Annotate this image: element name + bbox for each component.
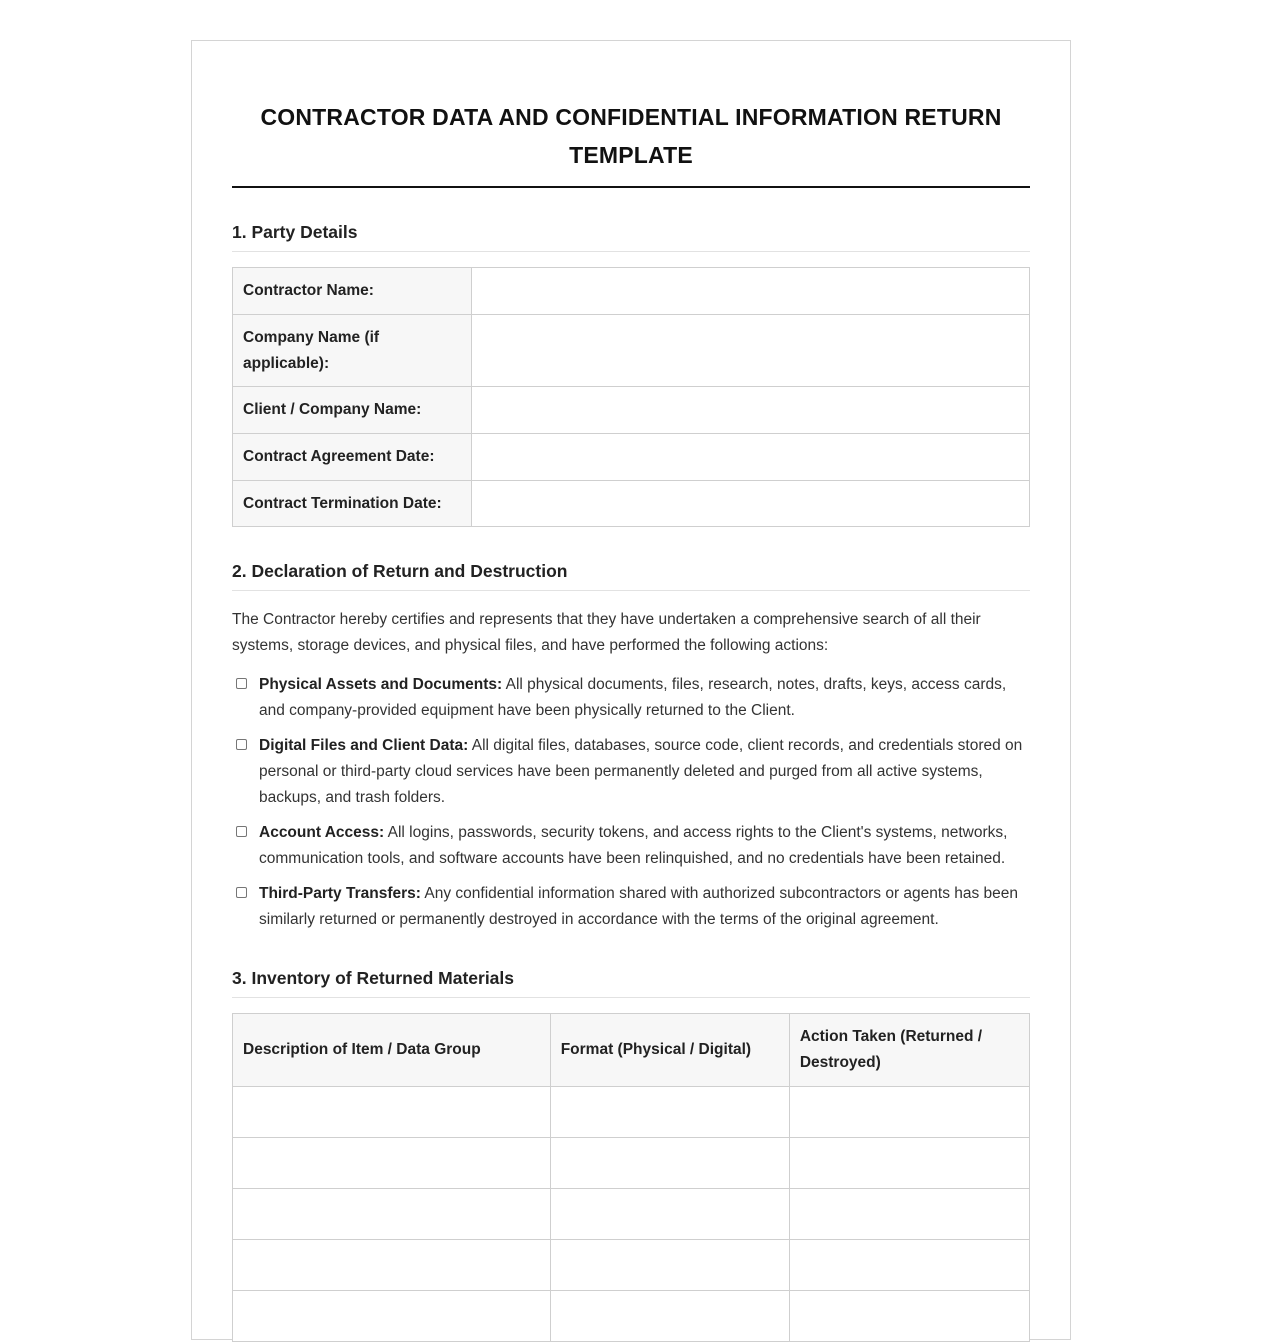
declaration-intro: The Contractor hereby certifies and represents that they have undertaken a comprehensive search of all their systems, storage devices, and physical files, and have performed the following actions: bbox=[232, 611, 981, 654]
inventory-cell-format[interactable] bbox=[550, 1240, 789, 1291]
item-text: All logins, passwords, security tokens, and access rights to the Client's systems, networks, communication tools, and software accounts have been relinquished, and no credentials have been retained. bbox=[259, 824, 1008, 867]
table-row bbox=[233, 481, 1030, 527]
table-header-row bbox=[233, 1014, 1030, 1087]
table-row bbox=[233, 1138, 1030, 1189]
inventory-cell-description[interactable] bbox=[233, 1240, 551, 1291]
field-value-client-company-name[interactable] bbox=[472, 387, 1030, 434]
field-label-contractor-name: Contractor Name: bbox=[233, 268, 472, 315]
checkbox-digital-files[interactable] bbox=[236, 739, 247, 750]
list-item bbox=[232, 672, 1030, 724]
checkbox-third-party-transfers[interactable] bbox=[236, 887, 247, 898]
column-header-format: Format (Physical / Digital) bbox=[550, 1014, 789, 1087]
column-header-description: Description of Item / Data Group bbox=[233, 1014, 551, 1087]
inventory-cell-action[interactable] bbox=[789, 1240, 1029, 1291]
inventory-cell-format[interactable] bbox=[550, 1087, 789, 1138]
inventory-cell-action[interactable] bbox=[789, 1087, 1029, 1138]
field-value-contract-agreement-date[interactable] bbox=[472, 434, 1030, 481]
field-label-contract-agreement-date: Contract Agreement Date: bbox=[233, 434, 472, 481]
list-item bbox=[232, 733, 1030, 811]
item-text: Any confidential information shared with authorized subcontractors or agents has been similarly returned or permanently destroyed in accordance with the terms of the original agreement. bbox=[259, 885, 1019, 928]
inventory-cell-description[interactable] bbox=[233, 1087, 551, 1138]
field-label-contract-termination-date: Contract Termination Date: bbox=[233, 481, 472, 527]
item-lead: Physical Assets and Documents: bbox=[259, 676, 503, 693]
checkbox-account-access[interactable] bbox=[236, 826, 247, 837]
item-text: All physical documents, files, research, notes, drafts, keys, access cards, and company-provided equipment have been physically returned to the Client. bbox=[259, 676, 1007, 719]
inventory-cell-action[interactable] bbox=[789, 1138, 1029, 1189]
field-value-contract-termination-date[interactable] bbox=[472, 481, 1030, 527]
list-item bbox=[232, 881, 1030, 933]
field-value-company-name[interactable] bbox=[472, 315, 1030, 387]
list-item bbox=[232, 820, 1030, 872]
inventory-cell-action[interactable] bbox=[789, 1291, 1029, 1342]
inventory-cell-format[interactable] bbox=[550, 1189, 789, 1240]
table-row bbox=[233, 434, 1030, 481]
section-heading-declaration: 2. Declaration of Return and Destruction bbox=[232, 560, 1030, 591]
field-value-contractor-name[interactable] bbox=[472, 268, 1030, 315]
section-heading-inventory: 3. Inventory of Returned Materials bbox=[232, 967, 1030, 998]
item-text: All digital files, databases, source code, client records, and credentials stored on personal or third-party cloud services have been permanently deleted and purged from all active systems, backups, and trash folders. bbox=[259, 737, 1023, 806]
field-label-client-company-name: Client / Company Name: bbox=[233, 387, 472, 434]
table-row bbox=[233, 315, 1030, 387]
table-row bbox=[233, 387, 1030, 434]
checkbox-physical-assets[interactable] bbox=[236, 678, 247, 689]
item-lead: Digital Files and Client Data: bbox=[259, 737, 469, 754]
table-row bbox=[233, 268, 1030, 315]
table-row bbox=[233, 1291, 1030, 1342]
table-row bbox=[233, 1189, 1030, 1240]
title-divider bbox=[232, 186, 1030, 188]
party-details-table bbox=[232, 267, 1030, 527]
inventory-cell-format[interactable] bbox=[550, 1138, 789, 1189]
declaration-checklist bbox=[232, 672, 1030, 933]
document-title: CONTRACTOR DATA AND CONFIDENTIAL INFORMATION RETURN TEMPLATE bbox=[260, 104, 1002, 168]
item-lead: Third-Party Transfers: bbox=[259, 885, 421, 902]
table-row bbox=[233, 1240, 1030, 1291]
field-label-company-name: Company Name (if applicable): bbox=[233, 315, 472, 387]
inventory-cell-format[interactable] bbox=[550, 1291, 789, 1342]
table-row bbox=[233, 1087, 1030, 1138]
inventory-cell-description[interactable] bbox=[233, 1138, 551, 1189]
inventory-cell-action[interactable] bbox=[789, 1189, 1029, 1240]
column-header-action-taken: Action Taken (Returned / Destroyed) bbox=[789, 1014, 1029, 1087]
item-lead: Account Access: bbox=[259, 824, 385, 841]
section-heading-party-details: 1. Party Details bbox=[232, 221, 1030, 252]
inventory-cell-description[interactable] bbox=[233, 1291, 551, 1342]
inventory-table bbox=[232, 1013, 1030, 1342]
document-page bbox=[191, 40, 1071, 1340]
inventory-cell-description[interactable] bbox=[233, 1189, 551, 1240]
